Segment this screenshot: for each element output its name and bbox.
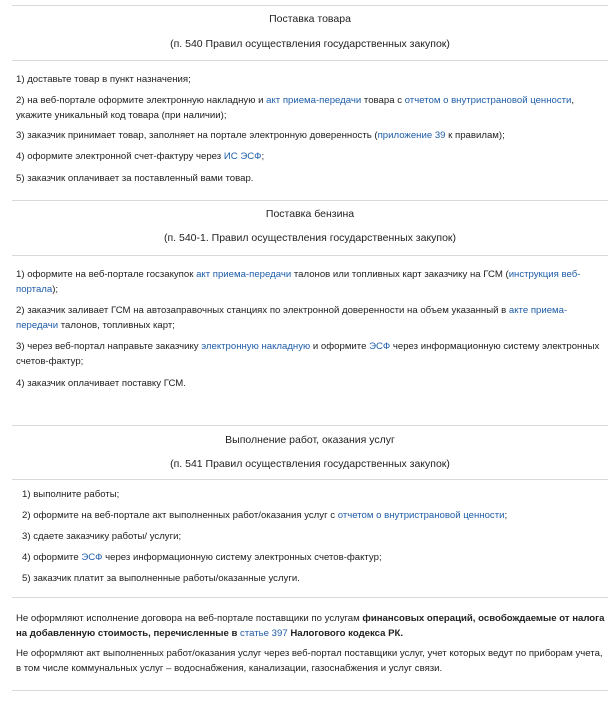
list-item: 1) оформите на веб-портале госзакупок акт приема-передачи талонов или топливных карт заказчику на ГСМ (инструкция веб-портала); [16,269,581,295]
link-electronic-invoice[interactable]: электронную накладную [201,341,311,352]
divider [12,60,608,61]
section-subtitle-goods: (п. 540 Правил осуществления государственных закупок) [170,38,450,50]
list-item: 4) оформите ЭСФ через информационную систему электронных счетов-фактур; [22,552,382,563]
divider [12,597,608,598]
divider [12,255,608,256]
list-item: 2) оформите на веб-портале акт выполненных работ/оказания услуг с отчетом о внутристрановой ценности; [22,510,508,521]
list-item: 5) заказчик платит за выполненные работы/оказанные услуги. [22,573,300,584]
divider [12,200,608,201]
link-appendix-39[interactable]: приложение 39 [377,130,446,141]
link-esf[interactable]: ЭСФ [81,552,103,563]
list-item: 4) оформите электронной счет-фактуру через ИС ЭСФ; [16,151,265,162]
divider [12,690,608,691]
list-item: 2) заказчик заливает ГСМ на автозаправочных станциях по электронной доверенности на объем указанный в акте приема-передачи талонов, топливных карт; [16,305,568,331]
link-transfer-act[interactable]: акте приема-передачи [16,305,568,331]
divider [12,5,608,6]
link-local-content-report[interactable]: отчетом о внутристрановой ценности [404,95,572,106]
list-item: 1) выполните работы; [22,489,120,500]
section-title-services: Выполнение работ, оказания услуг [225,434,395,446]
link-local-content-report[interactable]: отчетом о внутристрановой ценности [337,510,505,521]
divider [12,479,608,480]
link-portal-instruction[interactable]: инструкция веб-портала [16,269,581,295]
divider [12,425,608,426]
section-subtitle-fuel: (п. 540-1. Правил осуществления государственных закупок) [163,232,457,244]
list-item: 3) сдаете заказчику работы/ услуги; [22,531,182,542]
section-subtitle-services: (п. 541 Правил осуществления государственных закупок) [170,458,450,470]
link-transfer-act[interactable]: акт приема-передачи [196,269,292,280]
list-item: 1) доставьте товар в пункт назначения; [16,74,191,85]
link-article-397[interactable]: статье 397 [240,628,288,639]
note-metered-services: Не оформляют акт выполненных работ/оказания услуг через веб-портал поставщики услуг, учет которых ведут по приборам учета, в том числе коммунальных услуг – водоснабжения, канализации, газоснабжения и услуг связи. [16,648,603,674]
section-title-fuel: Поставка бензина [265,208,355,220]
list-item: 4) заказчик оплачивает поставку ГСМ. [16,378,186,389]
link-is-esf[interactable]: ИС ЭСФ [223,151,262,162]
section-title-goods: Поставка товара [269,13,351,25]
link-transfer-act[interactable]: акт приема-передачи [266,95,362,106]
list-item: 3) через веб-портал направьте заказчику электронную накладную и оформите ЭСФ через информационную систему электронных счетов-фактур; [16,341,600,367]
link-esf[interactable]: ЭСФ [369,341,391,352]
list-item: 5) заказчик оплачивает за поставленный вами товар. [16,173,254,184]
note-financial-operations: Не оформляют исполнение договора на веб-портале поставщики по услугам финансовых операций, освобождаемые от налога на добавленную стоимость, перечисленные в статье 397 Налогового кодекса РК. [16,613,605,639]
list-item: 2) на веб-портале оформите электронную накладную и акт приема-передачи товара с отчетом о внутристрановой ценности, укажите уникальный код товара (при наличии); [16,95,575,121]
list-item: 3) заказчик принимает товар, заполняет на портале электронную доверенность (приложение 39 к правилам); [16,130,505,141]
